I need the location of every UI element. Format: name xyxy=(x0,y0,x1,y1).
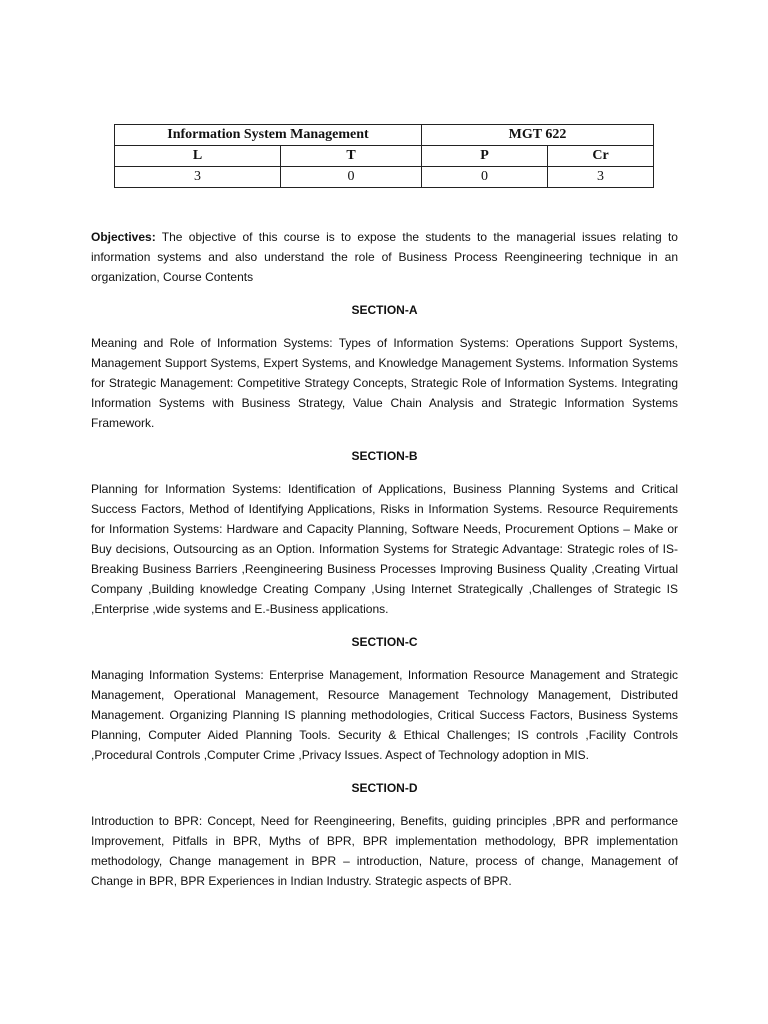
value-cr: 3 xyxy=(548,167,654,188)
table-row xyxy=(115,146,654,167)
course-content xyxy=(91,227,678,891)
section-b-heading: SECTION-B xyxy=(351,449,418,463)
section-d-body: Introduction to BPR: Concept, Need for Reengineering, Benefits, guiding principles ,BPR and performance Improvement, Pitfalls in BPR, Myths of BPR, BPR implementation methodology, BPR implementation methodology, Change management in BPR – introduction, Nature, process of change, Management of Change in BPR, BPR Experiences in Indian Industry. Strategic aspects of BPR. xyxy=(91,814,678,888)
course-info-table xyxy=(114,124,654,188)
section-a-body: Meaning and Role of Information Systems: Types of Information Systems: Operations Support Systems, Management Support Systems, Expert Systems, and Knowledge Management Systems. Information Systems for Strategic Management: Competitive Strategy Concepts, Strategic Role of Information Systems. Integrating Information Systems with Business Strategy, Value Chain Analysis and Strategic Information Systems Framework. xyxy=(91,336,678,430)
value-t: 0 xyxy=(281,167,422,188)
header-t: T xyxy=(281,146,422,167)
objectives-text: The objective of this course is to expose the students to the managerial issues relating to information systems and also understand the role of Business Process Reengineering technique in an organization, Course Contents xyxy=(91,230,678,284)
section-b-body: Planning for Information Systems: Identification of Applications, Business Planning Systems and Critical Success Factors, Method of Identifying Applications, Risks in Information Systems. Resource Requirements for Information Systems: Hardware and Capacity Planning, Software Needs, Procurement Options – Make or Buy decisions, Outsourcing as an Option. Information Systems for Strategic Advantage: Strategic roles of IS-Breaking Business Barriers ,Reengineering Business Processes Improving Business Quality ,Creating Virtual Company ,Building knowledge Creating Company ,Using Internet Strategically ,Challenges of Strategic IS ,Enterprise ,wide systems and E.-Business applications. xyxy=(91,482,678,616)
section-c-body: Managing Information Systems: Enterprise Management, Information Resource Management and Strategic Management, Operational Management, Resource Management Technology Management, Distributed Management. Organizing Planning IS planning methodologies, Critical Success Factors, Business Systems Planning, Computer Aided Planning Tools. Security & Ethical Challenges; IS controls ,Facility Controls ,Procedural Controls ,Computer Crime ,Privacy Issues. Aspect of Technology adoption in MIS. xyxy=(91,668,678,762)
course-title: Information System Management xyxy=(115,125,422,146)
header-l: L xyxy=(115,146,281,167)
header-p: P xyxy=(422,146,548,167)
table-row xyxy=(115,125,654,146)
section-c-heading: SECTION-C xyxy=(351,635,418,649)
objectives-paragraph xyxy=(91,227,678,287)
section-a-heading: SECTION-A xyxy=(351,303,418,317)
table-row xyxy=(115,167,654,188)
header-cr: Cr xyxy=(548,146,654,167)
value-p: 0 xyxy=(422,167,548,188)
objectives-label: Objectives: xyxy=(91,230,156,244)
section-d-heading: SECTION-D xyxy=(351,781,418,795)
value-l: 3 xyxy=(115,167,281,188)
course-code: MGT 622 xyxy=(422,125,654,146)
